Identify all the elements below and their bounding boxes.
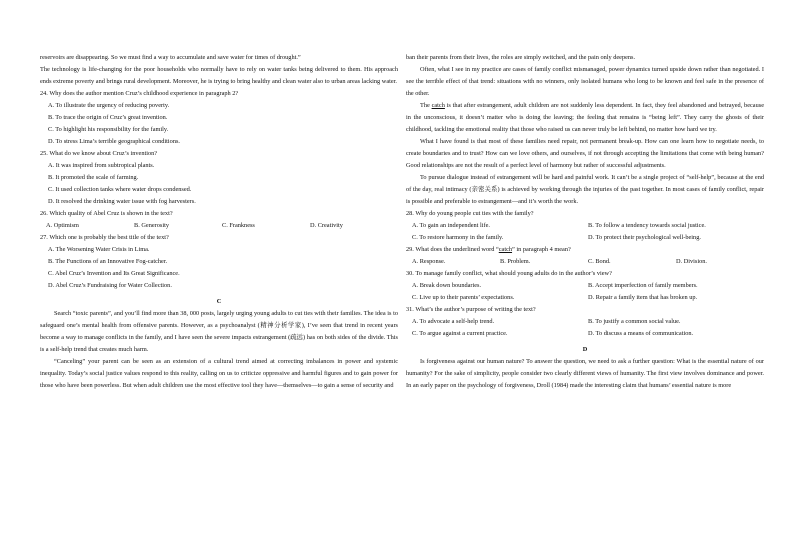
q29-stem-lead: 29. What does the underlined word “ (406, 246, 499, 253)
question-24-stem: 24. Why does the author mention Cruz’s childhood experience in paragraph 2? (40, 90, 239, 97)
q25-option-a: A. It was inspired from subtropical plants. (48, 162, 155, 169)
question-28-stem: 28. Why do young people cut ties with the family? (406, 210, 534, 217)
q24-option-c: C. To highlight his responsibility for the family. (48, 126, 169, 133)
q29-stem-tail: ” in paragraph 4 mean? (512, 246, 571, 253)
q24-option-b: B. To trace the origin of Cruz’s great invention. (48, 114, 168, 121)
q31-options-row-2 (412, 328, 764, 340)
q31-option-c: C. To argue against a current practice. (412, 330, 508, 337)
passage-c-paragraph-5: What I have found is that most of these families need repair, not permanent break-up. How can one learn how to negotiate needs, to create boundaries and to trust? How can we love others, and ourselves, if not through accepting the limitations that come with being human? Good relationships are not the result of a perfect level of harmony but rather of successful adjustments. (406, 138, 764, 169)
q27-option-c: C. Abel Cruz’s Invention and Its Great Significance. (48, 270, 180, 277)
q26-options-row (46, 220, 398, 232)
q30-option-a: A. Break down boundaries. (412, 282, 482, 289)
q29-underlined-word: catch (498, 246, 513, 253)
question-29-stem (406, 244, 764, 256)
passage-c-paragraph-6: To pursue dialogue instead of estrangement will be hard and painful work. It can’t be a single project of “self-help”, because at the end of the day, real intimacy (亲密关系) is achieved by working through the injuries of the past together. In most cases of family conflict, repair is possible and preferable to estrangement—and it’s worth the work. (406, 174, 764, 205)
passage-c-paragraph-2: “Canceling” your parent can be seen as an extension of a cultural trend aimed at correcting imbalances in power and systemic inequality. Today’s social justice values respond to this reality, calling on us to criticize oppressive and harmful figures and to gain power for those who have been powerless. But when adult children use the most effective tool they have—themselves—to gain a sense of security and (40, 358, 398, 389)
underlined-word-catch: catch (431, 102, 445, 109)
passage-c-paragraph-4 (406, 100, 764, 136)
passage-c-paragraph-2-continued: ban their parents from their lives, the roles are simply switched, and the pain only deepens. (406, 54, 636, 61)
para4-body: is that after estrangement, adult children are not suddenly less dependent. In fact, they feel abandoned and betrayed, because in the unconscious, it doesn’t matter who is doing the leaving; the feeling that remains is “being left”. They carry the ghosts of their childhood, tackling the emotional reality that those who raised us can never truly be left behind, no matter how hard we try. (406, 102, 764, 133)
passage-c-paragraph-1: Search “toxic parents”, and you’ll find more than 38, 000 posts, largely urging young adults to cut ties with their families. The idea is to safeguard one’s mental health from offensive parents. However, as a psychoanalyst (精神分析学家), I’ve seen that trend in recent years become a way to manage conflicts in the family, and I have seen the severe impacts estrangement (疏远) has on both sides of the divide. This is a self-help trend that creates much harm. (40, 310, 398, 353)
question-30-stem: 30. To manage family conflict, what should young adults do in the author’s view? (406, 270, 612, 277)
q27-option-b: B. The Functions of an Innovative Fog-catcher. (48, 258, 168, 265)
question-31-stem: 31. What’s the author’s purpose of writing the text? (406, 306, 536, 313)
passage-c-paragraph-3: Often, what I see in my practice are cases of family conflict mismanaged, power dynamics turned upside down rather than negotiated. I see the terrible effect of that trend: situations with no winners, only isolated humans who long to be known and feel safe in the presence of the other. (406, 66, 764, 97)
q28-option-d: D. To protect their psychological well-being. (588, 234, 701, 241)
right-column (406, 52, 764, 392)
q29-option-c: C. Bond. (588, 258, 611, 265)
q25-option-c: C. It used collection tanks where water drops condensed. (48, 186, 192, 193)
passage-b-ending-line: reservoirs are disappearing. So we must find a way to accumulate and save water for times of drought.” (40, 54, 301, 61)
q30-options-row-2 (412, 292, 764, 304)
q27-option-a: A. The Worsening Water Crisis in Lima. (48, 246, 150, 253)
q28-option-c: C. To restore harmony in the family. (412, 234, 504, 241)
q28-options-row-2 (412, 232, 764, 244)
q30-option-c: C. Live up to their parents’ expectations. (412, 294, 515, 301)
section-c-heading: C (216, 298, 222, 305)
q29-option-d: D. Division. (676, 258, 707, 265)
section-d-heading: D (582, 346, 588, 353)
q28-options-row-1 (412, 220, 764, 232)
q24-option-a: A. To illustrate the urgency of reducing poverty. (48, 102, 170, 109)
question-26-stem: 26. Which quality of Abel Cruz is shown in the text? (40, 210, 173, 217)
para4-lead: The (420, 102, 432, 109)
q26-option-d: D. Creativity (310, 222, 343, 229)
question-27-stem: 27. Which one is probably the best title of the text? (40, 234, 169, 241)
q28-option-a: A. To gain an independent life. (412, 222, 490, 229)
passage-b-final-paragraph: The technology is life-changing for the poor households who normally have to rely on water tanks being delivered to them. His approach ends extreme poverty and brings rural development. Moreover, he is trying to bring healthy and clean water also to urban areas lacking water. (40, 66, 398, 85)
q25-option-d: D. It resolved the drinking water issue with fog harvesters. (48, 198, 196, 205)
q29-options-row (412, 256, 764, 268)
q29-option-b: B. Problem. (500, 258, 531, 265)
q26-option-c: C. Frankness (222, 222, 255, 229)
q24-option-d: D. To stress Lima’s terrible geographical conditions. (48, 138, 180, 145)
q30-option-d: D. Repair a family item that has broken up. (588, 294, 698, 301)
q27-option-d: D. Abel Cruz’s Fundraising for Water Collection. (48, 282, 172, 289)
q28-option-b: B. To follow a tendency towards social justice. (588, 222, 706, 229)
q25-option-b: B. It promoted the scale of farming. (48, 174, 139, 181)
q26-option-a: A. Optimism (46, 222, 79, 229)
q31-option-d: D. To discuss a means of communication. (588, 330, 694, 337)
q31-option-a: A. To advocate a self-help trend. (412, 318, 495, 325)
q31-options-row-1 (412, 316, 764, 328)
passage-d-paragraph-1: Is forgiveness against our human nature? To answer the question, we need to ask a further question: What is the essential nature of our humanity? For the sake of simplicity, people consider two clearly different views of humanity. The first view involves dominance and power. In an early paper on the psychology of forgiveness, Droll (1984) made the interesting claim that humans’ essential nature is more (406, 358, 764, 389)
q29-option-a: A. Response. (412, 258, 446, 265)
q26-option-b: B. Generosity (134, 222, 169, 229)
q30-option-b: B. Accept imperfection of family members. (588, 282, 698, 289)
left-column (40, 52, 398, 392)
question-25-stem: 25. What do we know about Cruz’s invention? (40, 150, 158, 157)
q31-option-b: B. To justify a common social value. (588, 318, 681, 325)
q30-options-row-1 (412, 280, 764, 292)
